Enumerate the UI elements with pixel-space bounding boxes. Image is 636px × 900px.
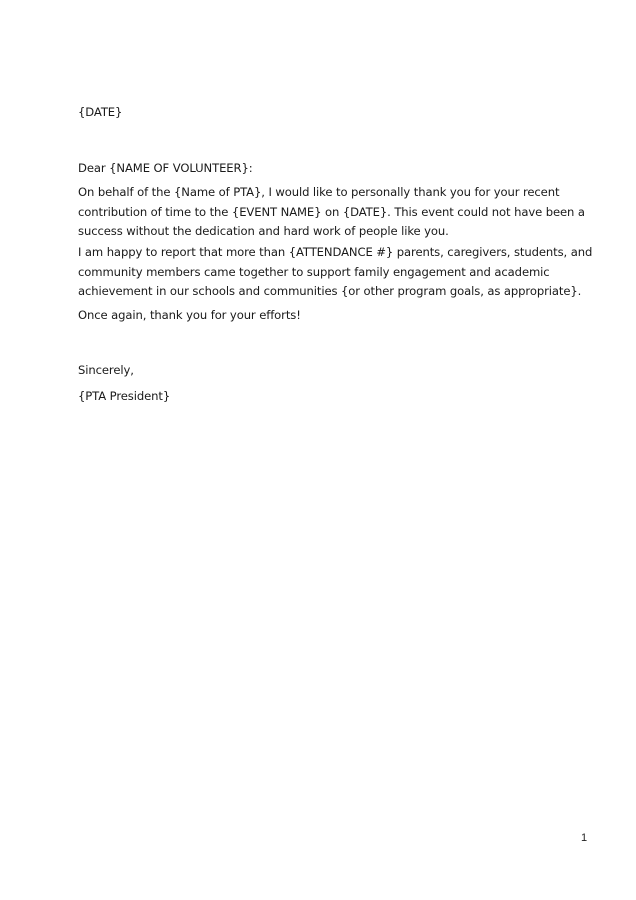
letter-closing: Sincerely, [78,363,134,377]
paragraph-line: contribution of time to the {EVENT NAME} on {DATE}. This event could not have been a [78,204,585,219]
page-number: 1 [581,832,588,844]
paragraph-line: success without the dedication and hard work of people like you. [78,224,449,238]
letter-signature: {PTA President} [78,389,171,403]
letter-date: {DATE} [78,105,123,119]
letter-salutation: Dear {NAME OF VOLUNTEER}: [78,161,253,175]
paragraph-line: I am happy to report that more than {ATTENDANCE #} parents, caregivers, students, and [78,245,593,259]
paragraph-thanks [78,183,598,242]
paragraph-line: On behalf of the {Name of PTA}, I would like to personally thank you for your recent [78,185,560,199]
paragraph-attendance [78,243,598,302]
paragraph-line: community members came together to support family engagement and academic [78,264,550,279]
paragraph-line: achievement in our schools and communities {or other program goals, as appropriate}. [78,284,582,298]
paragraph-closing-thanks: Once again, thank you for your efforts! [78,308,301,322]
